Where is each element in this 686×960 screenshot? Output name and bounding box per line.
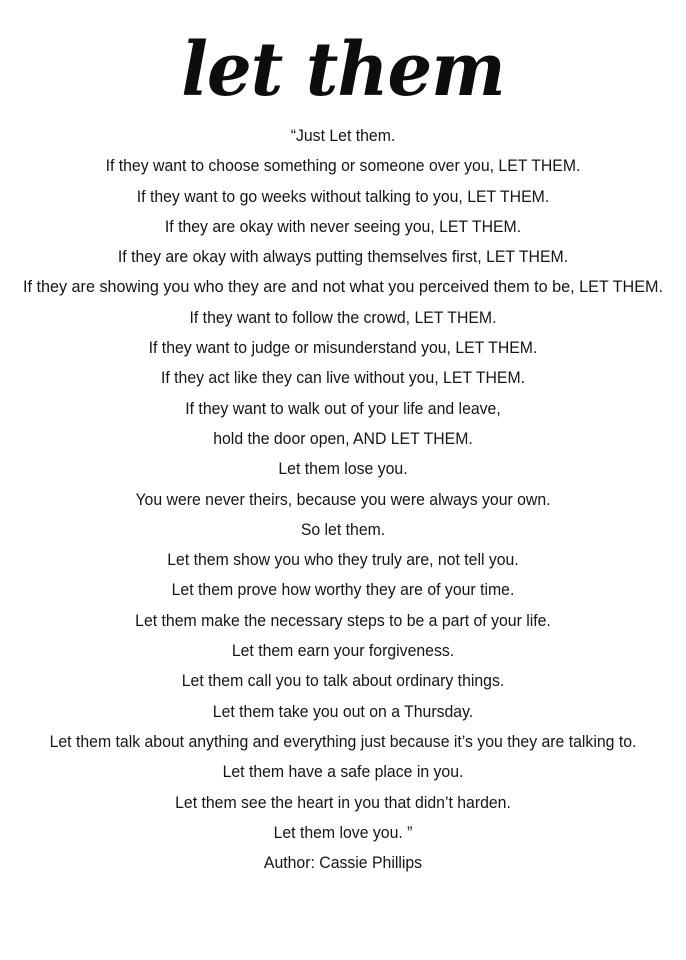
poem-line: If they are okay with always putting themselves first, LET THEM.	[117, 247, 569, 267]
poem-line: Let them call you to talk about ordinary things.	[181, 671, 505, 691]
poem-line: If they act like they can live without you, LET THEM.	[160, 368, 526, 388]
poem-line: Let them show you who they truly are, not tell you.	[167, 550, 519, 570]
poem-line: Let them prove how worthy they are of your time.	[171, 580, 515, 600]
poem-line: Let them earn your forgiveness.	[231, 641, 455, 661]
page-title: let them	[181, 27, 505, 113]
poem-text	[10, 121, 676, 878]
poem-line: If they are showing you who they are and not what you perceived them to be, LET THEM.	[22, 278, 664, 297]
poem-line: If they want to follow the crowd, LET THEM.	[189, 307, 497, 327]
poem-line: If they want to go weeks without talking to you, LET THEM.	[136, 186, 550, 206]
poem-line: hold the door open, AND LET THEM.	[213, 428, 473, 448]
poem-line: Let them make the necessary steps to be a part of your life.	[135, 610, 551, 630]
poem-line: If they want to judge or misunderstand you, LET THEM.	[148, 338, 538, 358]
poem-line: Let them have a safe place in you.	[222, 762, 464, 782]
poem-line: Let them see the heart in you that didn’t harden.	[175, 792, 511, 812]
author-line: Author: Cassie Phillips	[263, 853, 423, 873]
poem-line: If they want to choose something or someone over you, LET THEM.	[105, 156, 581, 176]
poem-line: So let them.	[300, 519, 386, 539]
poem-line: Let them take you out on a Thursday.	[212, 701, 474, 721]
poem-line: “Just Let them.	[290, 126, 396, 145]
poem-line: If they want to walk out of your life and leave,	[185, 398, 501, 418]
poem-line: Let them love you. ”	[273, 822, 413, 842]
poem-line: If they are okay with never seeing you, LET THEM.	[164, 216, 522, 236]
poem-line: Let them lose you.	[278, 459, 408, 479]
poem-line: You were never theirs, because you were always your own.	[135, 489, 551, 509]
poem-line: Let them talk about anything and everything just because it’s you they are talking to.	[49, 731, 637, 751]
